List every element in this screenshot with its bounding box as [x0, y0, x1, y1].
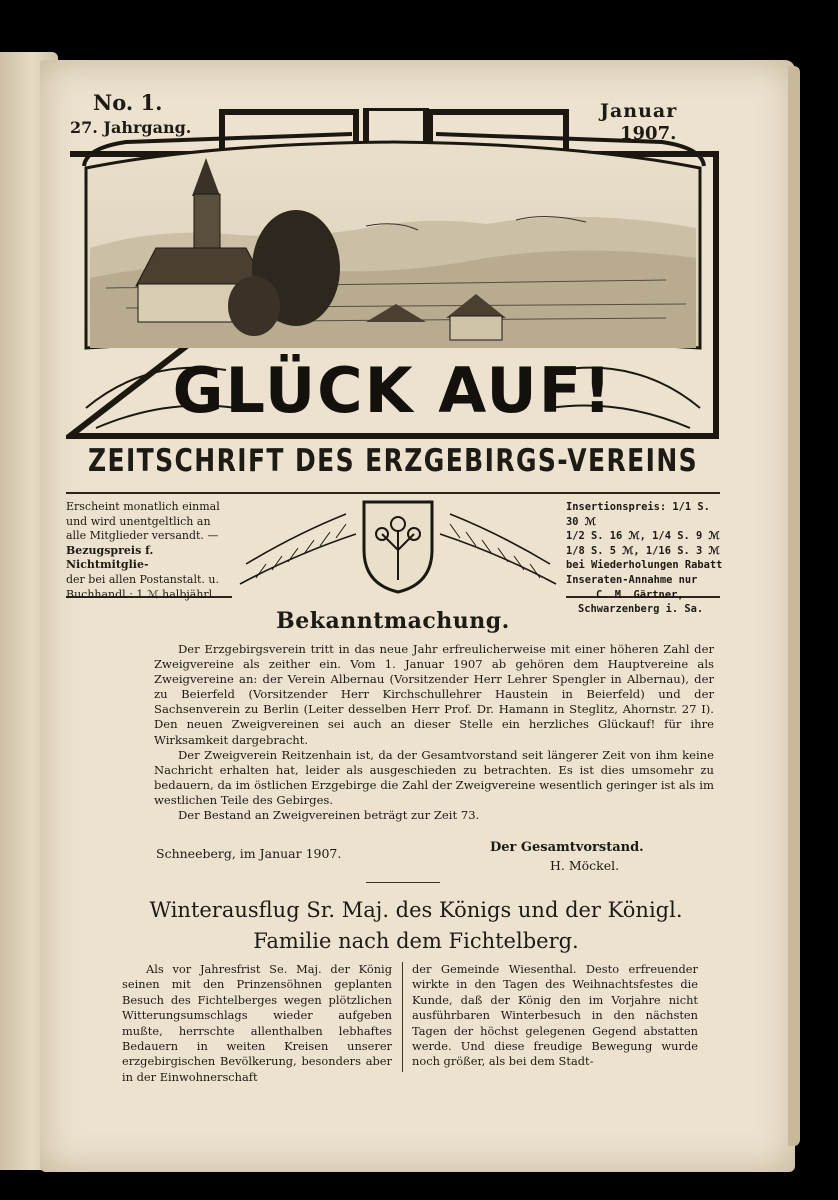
- info-line: Bezugspreis f. Nichtmitglie-: [66, 543, 154, 572]
- info-line: Erscheint monatlich einmal: [66, 500, 220, 513]
- article-paragraph: Als vor Jahresfrist Se. Maj. der König seinen mit den Prinzensöhnen geplanten Besuch des Fichtelberges wegen plötzlichen Witterungsumschlags wieder aufgeben mußte, herrschte allenthalben lebhaftes Bedauern in weiten Kreisen unserer erzgebirgischen Bevölkerung, besonders aber in der Einwohnerschaft: [122, 962, 392, 1084]
- article-heading-line: Familie nach dem Fichtelberg.: [253, 929, 579, 953]
- section-separator: [366, 882, 440, 883]
- advertising-info: [566, 500, 726, 617]
- article-heading-line: Winterausflug Sr. Maj. des Königs und der Königl.: [149, 898, 683, 922]
- info-line: Insertionspreis: 1/1 S. 30 ℳ: [566, 501, 710, 528]
- article-column-right: [412, 962, 698, 1070]
- issue-year: 1907.: [620, 123, 677, 144]
- column-divider: [402, 962, 403, 1072]
- info-line: und wird unentgeltlich an: [66, 514, 211, 528]
- place-date: Schneeberg, im Januar 1907.: [156, 846, 342, 861]
- info-line: Buchhandl.: 1 ℳ halbjährl.: [66, 587, 216, 601]
- signature-org: Der Gesamtvorstand.: [490, 840, 644, 855]
- announcement-paragraph: Der Bestand an Zweigvereinen beträgt zur Zeit 73.: [178, 808, 480, 823]
- announcement-heading: Bekanntmachung.: [276, 608, 510, 634]
- info-line: C. M. Gärtner,: [596, 588, 684, 601]
- announcement-paragraph: Der Erzgebirgsverein tritt in das neue Jahr erfreulicherweise mit einer höheren Zahl der Zweigvereine als zeither ein. Vom 1. Januar 1907 ab gehören dem Hauptvereine als Zweigvereine an: der Verein Albernau (Vorsitzender Herr Lehrer Spengler in Albernau), der zu Beierfeld (Vorsitzender Herr Kirchschullehrer Haustein in Beierfeld) und der Sachsenverein zu Berlin (Leiter desselben Herr Prof. Dr. Hamann in Steglitz, Ahornstr. 27 I). Den neuen Zweigvereinen sei auch an dieser Stelle ein herzliches Glückauf! für ihre Wirksamkeit dargebracht.: [154, 642, 714, 747]
- article-column-left: [122, 962, 392, 1085]
- masthead-title: GLÜCK AUF!: [172, 354, 614, 427]
- pine-branch-emblem: [236, 494, 560, 596]
- announcement-body: [154, 642, 714, 823]
- masthead-subtitle: ZEITSCHRIFT DES ERZGEBIRGS-VEREINS: [87, 442, 699, 479]
- info-line: 1/8 S. 5 ℳ, 1/16 S. 3 ℳ: [566, 544, 720, 557]
- info-line: der bei allen Postanstalt. u.: [66, 572, 219, 586]
- info-line: alle Mitglieder versandt. —: [66, 529, 219, 543]
- subscription-info: [66, 500, 231, 602]
- issue-number: No. 1.: [93, 90, 163, 115]
- info-line: bei Wiederholungen Rabatt: [566, 559, 723, 572]
- info-line: 1/2 S. 16 ℳ, 1/4 S. 9 ℳ: [566, 530, 720, 543]
- announcement-paragraph: Der Zweigverein Reitzenhain ist, da der Gesamtvorstand seit längerer Zeit von ihm keine Nachricht erhalten hat, leider als ausgeschieden zu betrachten. Es ist dies umsomehr zu bedauern, da im östlichen Erzgebirge die Zahl der Zweigvereine wesentlich geringer ist als im westlichen Teile des Gebirges.: [154, 747, 714, 807]
- article-paragraph: der Gemeinde Wiesenthal. Desto erfreuender wirkte in den Tagen des Weihnachtsfestes die Kunde, daß der König den im Vorjahre nicht ausführbaren Winterbesuch in den nächsten Tagen der höchst gelegenen Gegend abstatten werde. Und diese freudige Bewegung wurde noch größer, als bei dem Stadt-: [412, 962, 698, 1069]
- issue-month: Januar: [600, 100, 678, 122]
- info-line: Inseraten-Annahme nur: [566, 573, 698, 586]
- signature-name: H. Möckel.: [550, 858, 620, 873]
- info-line: Schwarzenberg i. Sa.: [578, 603, 704, 616]
- page-stack-edge: [788, 66, 800, 1146]
- volume-label: 27. Jahrgang.: [70, 118, 192, 137]
- masthead-illustration: [66, 108, 720, 440]
- article-heading: [86, 895, 746, 957]
